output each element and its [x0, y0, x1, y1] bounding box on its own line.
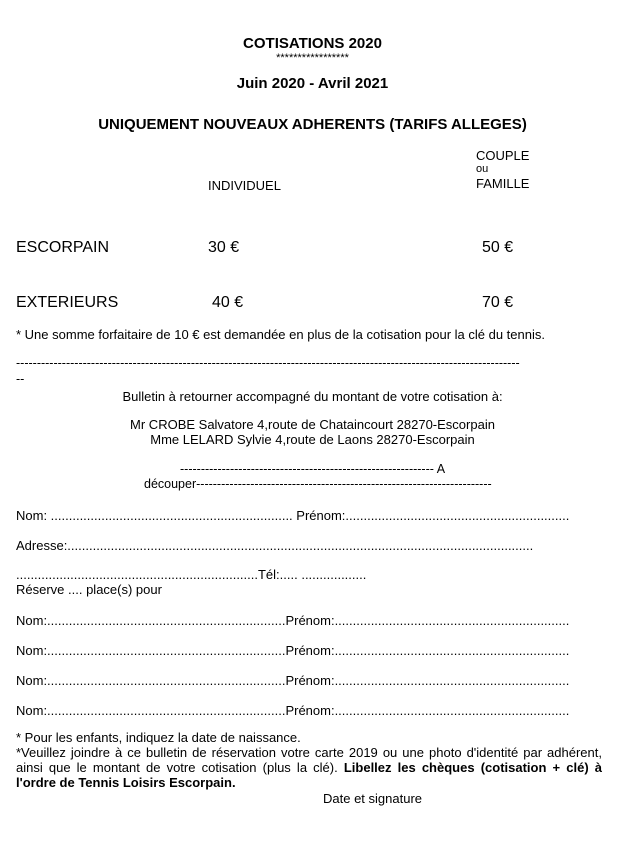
cheque-instructions: Libellez les chèques (cotisation + clé) à l'ordre de Tennis Loisirs Escorpain.: [16, 760, 602, 790]
cut-line: ------------------------------------------------------------- A: [180, 462, 446, 476]
price-escorpain-couple: 50 €: [482, 239, 514, 256]
instructions-note: [16, 745, 602, 790]
col-header-individuel: INDIVIDUEL: [208, 178, 281, 193]
period-heading: Juin 2020 - Avril 2021: [236, 75, 389, 92]
price-exterieurs-individuel: 40 €: [212, 294, 244, 311]
guest-name-field[interactable]: Nom:..................................................................Prénom:.................................................................: [16, 613, 570, 628]
guest-name-field[interactable]: Nom:..................................................................Prénom:.................................................................: [16, 703, 570, 718]
subtitle-heading: UNIQUEMENT NOUVEAUX ADHERENTS (TARIFS ALLEGES): [98, 116, 527, 133]
price-exterieurs-couple: 70 €: [482, 294, 514, 311]
page-title: COTISATIONS 2020: [243, 35, 382, 52]
col-header-couple-line: ou: [476, 163, 489, 175]
adresse-field[interactable]: Adresse:.................................................................................................................................: [16, 538, 534, 553]
children-note: * Pour les enfants, indiquez la date de naissance.: [16, 730, 301, 745]
row-label-exterieurs: EXTERIEURS: [16, 294, 119, 311]
col-header-couple-line: FAMILLE: [476, 176, 530, 191]
title-stars: *****************: [276, 52, 349, 64]
nom-prenom-field[interactable]: Nom: ................................................................... Prénom:..............................................................: [16, 508, 570, 523]
separator-line-end: --: [16, 372, 25, 386]
key-fee-note: * Une somme forfaitaire de 10 € est demandée en plus de la cotisation pour la clé du tennis.: [16, 327, 545, 342]
col-header-couple-line: COUPLE: [476, 148, 530, 163]
tel-field[interactable]: ...................................................................Tél:..... ..................: [16, 567, 367, 582]
col-header-couple: [476, 148, 529, 191]
cut-line: découper-----------------------------------------------------------------------: [144, 477, 492, 491]
address-line: Mr CROBE Salvatore 4,route de Chataincourt 28270-Escorpain: [130, 417, 495, 432]
guest-name-field[interactable]: Nom:..................................................................Prénom:.................................................................: [16, 643, 570, 658]
signature-label: Date et signature: [323, 791, 423, 806]
guest-name-field[interactable]: Nom:..................................................................Prénom:.................................................................: [16, 673, 570, 688]
bulletin-intro: Bulletin à retourner accompagné du montant de votre cotisation à:: [122, 389, 503, 404]
address-line: Mme LELARD Sylvie 4,route de Laons 28270-Escorpain: [150, 432, 475, 447]
price-escorpain-individuel: 30 €: [208, 239, 240, 256]
separator-line: -------------------------------------------------------------------------------------------------------------------------: [16, 356, 520, 370]
reserve-places-field[interactable]: Réserve .... place(s) pour: [16, 582, 162, 597]
instructions-text: *Veuillez joindre à ce bulletin de réservation votre carte 2019 ou une photo d'identité par adhérent, ainsi que le montant de votre cotisation (plus la clé).: [16, 745, 602, 775]
row-label-escorpain: ESCORPAIN: [16, 239, 110, 256]
